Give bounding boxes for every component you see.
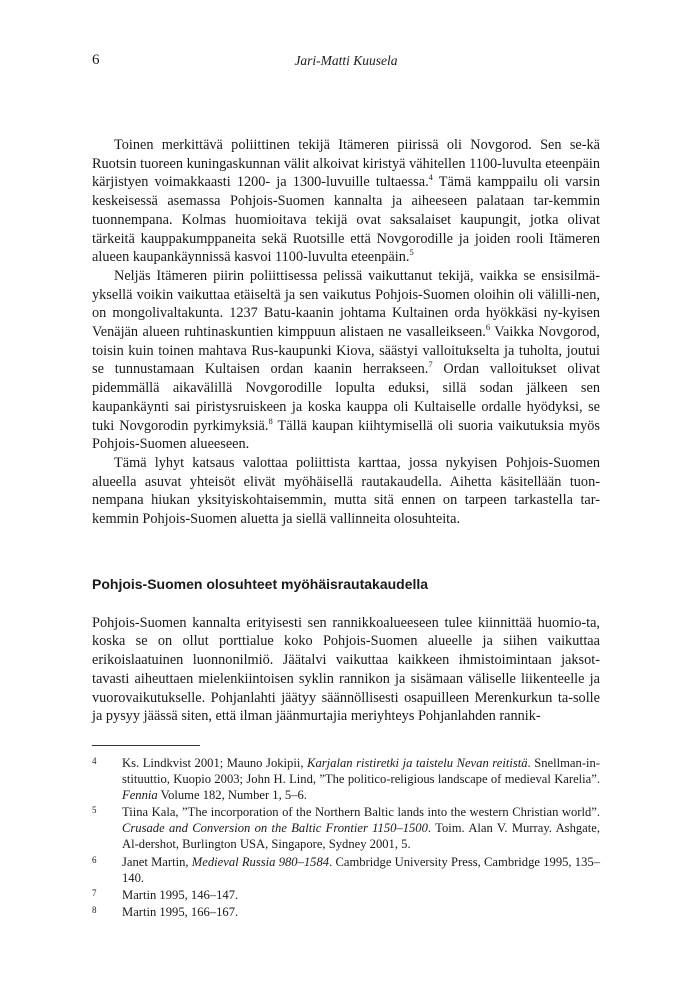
footnote-divider (92, 745, 200, 746)
footnote-text (122, 804, 600, 852)
text-run: Tämä kamppailu oli varsin keskeisessä asemassa Pohjois-Suomen kannalta ja aiheeseen palataan tar-kemmin tuonnempana. Kolmas huomioitava tekijä ovat saksalaiset kaupungit, jotka olivat tärkeitä kauppakumppaneita sekä Ruotsille että Novgorodille ja joiden rooli Itämeren alueen kaupankäynnissä kasvoi 1100-luvulta eteenpäin. (92, 174, 600, 266)
text-run: . Toim. Alan V. Murray. Ashgate, Al-dershot, Burlington USA, Singapore, Sydney 2001, 5. (122, 821, 600, 852)
paragraph-2 (92, 267, 600, 454)
footnote-text (122, 755, 600, 803)
text-run: Vaikka Novgorod, toisin kuin toinen mahtava Rus-kaupunki Kiova, säästyi valloitukselta ja tuholta, joutui se tunnustamaan Kultaisen ordan kaanin herrakseen. (92, 324, 600, 378)
footnote-text: Martin 1995, 146–147. (122, 887, 239, 902)
footnote-ref[interactable]: 5 (409, 247, 414, 258)
text-run: Tällä kaupan kiihtymisellä oli suoria vaikutuksia myös Pohjois-Suomen alueeseen. (92, 417, 600, 453)
text-run: Neljäs Itämeren piirin poliittisessa pelissä vaikuttanut tekijä, vaikka se ensisilmä-yksellä voikin vaikuttaa etäiseltä ja sen vaikutus Pohjois-Suomen oloihin oli välilli-nen, on mongolivaltakunta. 1237 Batu-kaanin johtama Kultainen orda hyökkäsi ny-kyisen Venäjän alueen ruhtinaskuntien kimppuun alistaen ne vasalleikseen. (92, 267, 600, 341)
footnote-ref[interactable]: 8 (268, 415, 273, 426)
footnote (92, 755, 600, 803)
footnote-ref[interactable]: 7 (428, 359, 433, 370)
footnote-number: 6 (92, 854, 97, 865)
paragraph-1 (92, 136, 600, 267)
footnote-ref[interactable]: 4 (428, 172, 433, 183)
footnote-number: 5 (92, 805, 97, 816)
body-text (92, 136, 600, 726)
footnote-text: Martin 1995, 166–167. (122, 904, 239, 919)
footnotes (92, 755, 600, 921)
footnote (92, 887, 600, 903)
text-run: Janet Martin, (122, 854, 192, 869)
footnote (92, 854, 600, 886)
page-number: 6 (92, 52, 100, 68)
footnote-number: 8 (92, 904, 97, 915)
footnote (92, 804, 600, 852)
footnote-text (122, 854, 600, 886)
text-run: Ks. Lindkvist 2001; Mauno Jokipii, (122, 756, 308, 770)
paragraph-4: Pohjois-Suomen kannalta erityisesti sen rannikkoalueeseen tulee kiinnittää huomio-ta, koska se on ollut porttialue koko Pohjois-Suomen alueelle ja siihen vaikuttaa erikoislaatuinen luonnonilmiö. Jäätalvi vaikuttaa kaikkeen ihmistoimintaan jaksot-tavasti aiheuttaen mielenkiintoisen syklin rannikon ja sisämaan väliselle liikenteelle ja vuorovaikutukselle. Pohjanlahti jäätyy säännöllisesti osapuilleen Merenkurkun ta-solle ja pysyy jäässä siten, että ilman jäänmurtajia meriyhteys Pohjanlahden rannik- (92, 614, 600, 725)
footnote (92, 904, 600, 920)
footnote-number: 4 (92, 756, 97, 766)
footnote-number: 7 (92, 887, 97, 898)
text-run: Toinen merkittävä poliittinen tekijä Itämeren piirissä oli Novgorod. Sen se-kä Ruotsin tuoreen kuningaskunnan välit alkoivat kiristyä vähitellen 1100-luvulta eteenpäin kärjistyen voimakkaasti 1200- ja 1300-luvuille tultaessa. (92, 137, 600, 191)
text-run: . Snellman-in-stituuttio, Kuopio 2003; John H. Lind, ”The politico-religious landscape of medieval Karelia”. (122, 756, 600, 787)
italic-title: Medieval Russia 980–1584 (191, 854, 330, 869)
text-run: Tiina Kala, ”The incorporation of the Northern Baltic lands into the western Christian world”. (122, 805, 600, 820)
italic-title: Crusade and Conversion on the Baltic Frontier 1150–1500 (122, 821, 428, 836)
italic-title: Fennia (122, 788, 158, 803)
text-run: . Cambridge University Press, Cambridge 1995, 135–140. (122, 854, 600, 885)
text-run: Volume 182, Number 1, 5–6. (157, 788, 307, 803)
section-heading: Pohjois-Suomen olosuhteet myöhäisrautakaudella (92, 575, 429, 592)
running-header-author: Jari-Matti Kuusela (294, 53, 398, 68)
paragraph-3: Tämä lyhyt katsaus valottaa poliittista karttaa, jossa nykyisen Pohjois-Suomen alueella asuvat yhteisöt elivät myöhäisellä rautakaudella. Aihetta käsitellään tuon-nempana hiukan yksityiskohtaisemmin, mutta sitä ennen on tarpeen tarkastella tar-kemmin Pohjois-Suomen aluetta ja siellä vallinneita olosuhteita. (92, 454, 600, 528)
italic-title: Karjalan ristiretki ja taistelu Nevan reitistä (307, 756, 528, 770)
footnote-ref[interactable]: 6 (485, 322, 491, 333)
text-run: Ordan valloitukset olivat pidemmällä aikavälillä Novgorodille lopulta eduksi, sillä sodan jälkeen sen kaupankäynti sai piristysruiskeen ja koska kauppa oli Kultaiselle ordalle hyödyksi, se tuki Novgorodin pyrkimyksiä. (92, 361, 600, 434)
